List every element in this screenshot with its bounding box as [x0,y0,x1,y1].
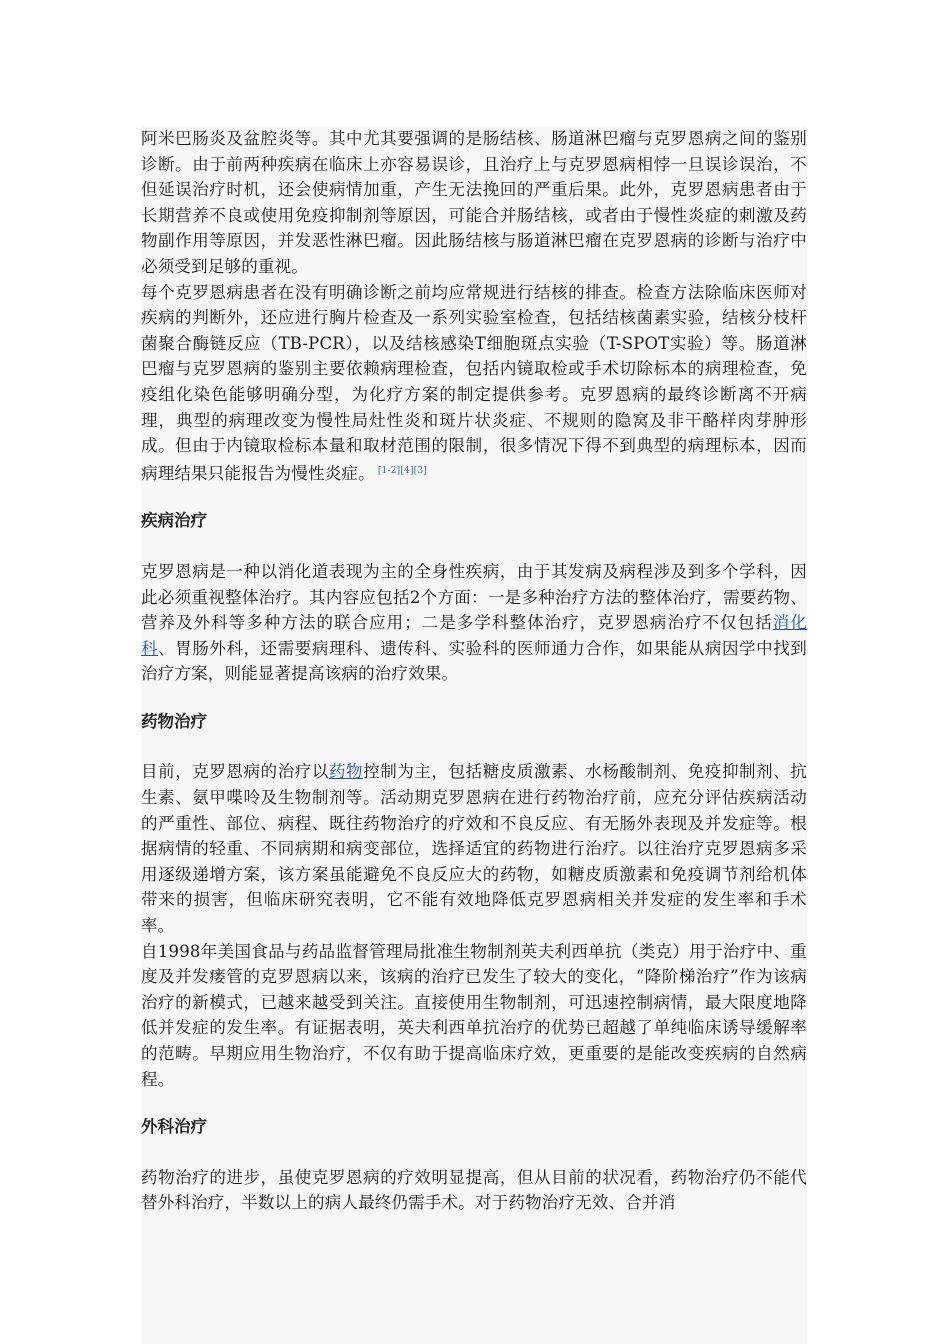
paragraph-overall-treatment [141,559,807,687]
spacer [141,1140,807,1165]
reference-superscript[interactable]: [1-2][4][3] [377,465,428,476]
paragraph-drug-therapy [141,759,807,938]
paragraph-text: 自1998年美国食品与药品监督管理局批准生物制剂英夫利西单抗（类克）用于治疗中、重度及并发瘘管的克罗恩病以来，该病的治疗已发生了较大的变化，“降阶梯治疗”作为该病治疗的新模式，已越来越受到关注。直接使用生物制剂，可迅速控制病情，最大限度地降低并发症的发生率。有证据表明，英夫利西单抗治疗的优势已超越了单纯临床诱导缓解率的范畴。早期应用生物治疗，不仅有助于提高临床疗效，更重要的是能改变疾病的自然病程。 [141,941,807,1089]
section-heading-disease-treatment: 疾病治疗 [141,511,207,531]
paragraph-text: 每个克罗恩病患者在没有明确诊断之前均应常规进行结核的排查。检查方法除临床医师对疾病的判断外，还应进行胸片检查及一系列实验室检查，包括结核菌素实验，结核分枝杆菌聚合酶链反应（TB-PCR），以及结核感染T细胞斑点实验（T-SPOT实验）等。肠道淋巴瘤与克罗恩病的鉴别主要依赖病理检查，包括内镜取检或手术切除标本的病理检查，免疫组化染色能够明确分型，为化疗方案的制定提供参考。克罗恩病的最终诊断离不开病理，典型的病理改变为慢性局灶性炎和斑片状炎症、不规则的隐窝及非干酪样肉芽肿形成。但由于内镜取检标本量和取材范围的限制，很多情况下得不到典型的病理标本，因而病理结果只能报告为慢性炎症。 [141,282,807,483]
link-drugs[interactable]: 药物 [328,762,364,782]
paragraph-tuberculosis-screening [141,280,807,487]
paragraph-text: 控制为主，包括糖皮质激素、水杨酸制剂、免疫抑制剂、抗生素、氨甲喋呤及生物制剂等。活动期克罗恩病在进行药物治疗前，应充分评估疾病活动的严重性、部位、病程、既往药物治疗的疗效和不良反应、有无肠外表现及并发症等。根据病情的轻重、不同病期和病变部位，选择适宜的药物进行治疗。以往治疗克罗恩病多采用逐级递增方案，该方案虽能避免不良反应大的药物，如糖皮质激素和免疫调节剂给机体带来的损害，但临床研究表明，它不能有效地降低克罗恩病相关并发症的发生率和手术率。 [141,762,807,936]
paragraph-biologic-therapy [141,939,807,1093]
paragraph-text: 、胃肠外科，还需要病理科、遗传科、实验科的医师通力合作，如果能从病因学中找到治疗方案，则能显著提高该病的治疗效果。 [141,638,807,684]
paragraph-text: 克罗恩病是一种以消化道表现为主的全身性疾病，由于其发病及病程涉及到多个学科，因此必须重视整体治疗。其内容应包括2个方面：一是多种治疗方法的整体治疗，需要药物、营养及外科等多种方法的联合应用；二是多学科整体治疗，克罗恩病治疗不仅包括 [141,561,807,633]
link-gastroenterology[interactable]: 消化科 [141,613,807,658]
paragraph-text: 目前，克罗恩病的治疗以 [141,762,329,782]
spacer [141,534,807,559]
spacer [141,486,807,508]
section-heading-surgical-treatment: 外科治疗 [141,1117,207,1137]
spacer [141,1092,807,1114]
spacer [141,687,807,709]
paragraph-text: 药物治疗的进步，虽使克罗恩病的疗效明显提高，但从目前的状况看，药物治疗仍不能代替外科治疗，半数以上的病人最终仍需手术。对于药物治疗无效、合并消 [141,1167,807,1213]
paragraph-differential-diagnosis [141,126,807,280]
paragraph-text: 阿米巴肠炎及盆腔炎等。其中尤其要强调的是肠结核、肠道淋巴瘤与克罗恩病之间的鉴别诊断。由于前两种疾病在临床上亦容易误诊，且治疗上与克罗恩病相悖一旦误诊误治，不但延误治疗时机，还会使病情加重，产生无法挽回的严重后果。此外，克罗恩病患者由于长期营养不良或使用免疫抑制剂等原因，可能合并肠结核，或者由于慢性炎症的刺激及药物副作用等原因，并发恶性淋巴瘤。因此肠结核与肠道淋巴瘤在克罗恩病的诊断与治疗中必须受到足够的重视。 [141,129,807,276]
paragraph-surgery [141,1165,807,1216]
section-heading-drug-treatment: 药物治疗 [141,711,207,731]
document-content [141,126,807,1344]
spacer [141,734,807,759]
